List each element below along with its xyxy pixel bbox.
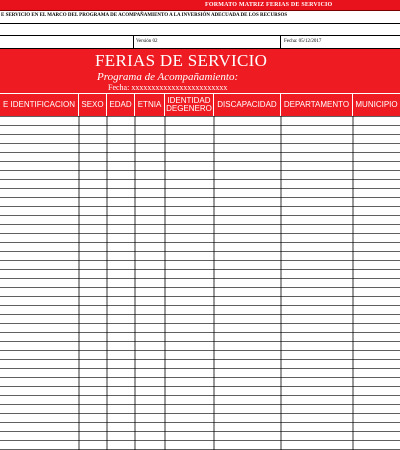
banner-title: FERIAS DE SERVICIO bbox=[95, 51, 268, 70]
title-banner bbox=[0, 49, 400, 93]
col-header-identificacion: E IDENTIFICACION bbox=[0, 94, 79, 116]
date-label: Fecha: 05/12/2017 bbox=[284, 39, 322, 44]
subtitle-text: E SERVICIO EN EL MARCO DEL PROGRAMA DE ACOMPAÑAMIENTO A LA INVERSIÓN ADECUADA DE LOS RECURSOS bbox=[1, 13, 288, 18]
subtitle-row bbox=[0, 11, 400, 24]
col-header-etnia: ETNIA bbox=[135, 94, 165, 116]
col-header-sexo: SEXO bbox=[79, 94, 107, 116]
banner-program: Programa de Acompañamiento: bbox=[97, 71, 239, 83]
sheet-title-bar bbox=[0, 0, 400, 11]
table-grid bbox=[0, 116, 400, 450]
col-header-municipio: MUNICIPIO bbox=[355, 100, 398, 109]
version-row bbox=[0, 35, 400, 49]
col-header-edad: EDAD bbox=[107, 94, 135, 116]
version-cell bbox=[134, 36, 281, 48]
table-header bbox=[0, 94, 400, 116]
col-header-departamento: DEPARTAMENTO bbox=[281, 94, 353, 116]
sheet-title: FORMATO MATRIZ FERIAS DE SERVICIO bbox=[205, 2, 333, 8]
version-label: Versión 02 bbox=[136, 39, 158, 44]
date-cell bbox=[281, 36, 399, 48]
col-header-identidad-genero: IDENTIDAD DEGENERO bbox=[165, 94, 214, 116]
banner-date-line: Fecha: xxxxxxxxxxxxxxxxxxxxxxxx bbox=[108, 83, 228, 92]
col-header-discapacidad: DISCAPACIDAD bbox=[214, 94, 281, 116]
version-row-cell-blank bbox=[0, 36, 134, 48]
